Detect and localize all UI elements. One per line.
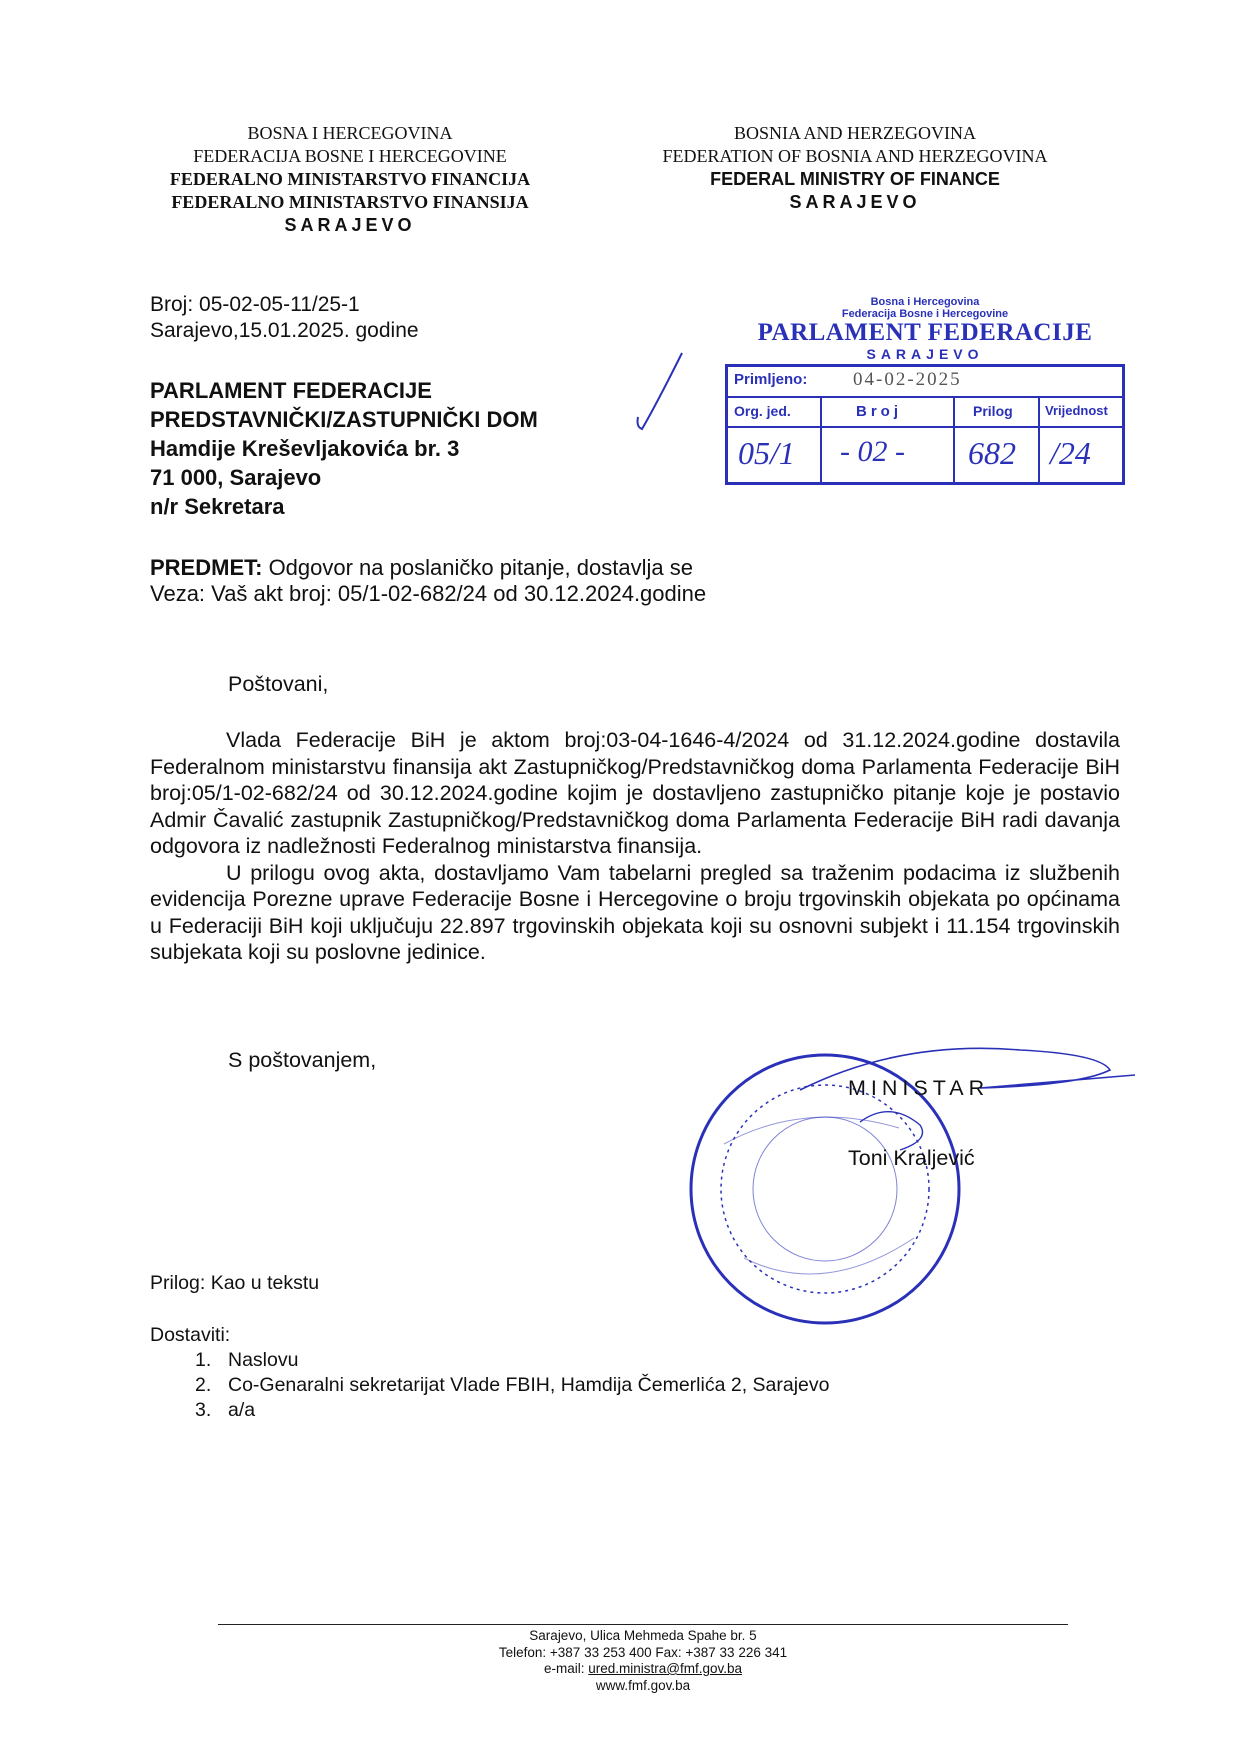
receipt-stamp	[725, 296, 1125, 485]
list-item-text: Naslovu	[228, 1349, 299, 1371]
list-item-number: 3.	[195, 1399, 212, 1421]
list-item	[195, 1373, 830, 1398]
stamp-col-broj: Broj	[856, 403, 902, 420]
footer-email-label: e-mail:	[543, 1661, 589, 1676]
subject-link: Veza: Vaš akt broj: 05/1-02-682/24 od 30.12.2024.godine	[150, 581, 707, 606]
footer	[343, 1628, 943, 1694]
closing: S poštovanjem,	[228, 1048, 377, 1072]
footer-website[interactable]: www.fmf.gov.ba	[595, 1677, 691, 1693]
footer-address: Sarajevo, Ulica Mehmeda Spahe br. 5	[529, 1628, 757, 1643]
header-right-ministry: FEDERAL MINISTRY OF FINANCE	[710, 169, 1000, 189]
distribution-list	[195, 1348, 830, 1423]
list-item	[195, 1398, 830, 1423]
recipient-block	[150, 376, 538, 521]
footer-divider	[218, 1624, 1068, 1625]
stamp-title: PARLAMENT FEDERACIJE	[757, 319, 1093, 346]
header-right-federation: FEDERATION OF BOSNIA AND HERZEGOVINA	[662, 146, 1048, 166]
paragraph-1: Vlada Federacije BiH je aktom broj:03-04-1646-4/2024 od 31.12.2024.godine dostavila Federalnom ministarstvu finansija akt Zastupničkog/Predstavničkog doma Parlamenta Federacije BiH broj:05/1-02-682/24 od 30.12.2024.godine kojim je dostavljeno zastupničko pitanje koje je postavio Admir Čavalić zastupnik Zastupničkog/Predstavničkog doma Parlamenta Federacije BiH radi davanja odgovora iz nadležnosti Federalnog ministarstva finansija.	[150, 728, 1120, 858]
stamp-val-prilog: 682	[968, 435, 1016, 471]
header-left-country: BOSNA I HERCEGOVINA	[247, 123, 453, 143]
stamp-city: SARAJEVO	[866, 346, 984, 362]
list-item-text: a/a	[228, 1399, 256, 1421]
header-right-city: SARAJEVO	[789, 192, 921, 212]
header-right-country: BOSNIA AND HERZEGOVINA	[734, 123, 976, 143]
list-item	[195, 1348, 830, 1373]
stamp-val-vrijednost: /24	[1050, 435, 1091, 471]
salutation: Poštovani,	[228, 672, 329, 696]
list-item-text: Co-Genaralni sekretarijat Vlade FBIH, Hamdija Čemerlića 2, Sarajevo	[228, 1374, 830, 1396]
stamp-val-broj: - 02 -	[840, 435, 905, 468]
stamp-received-label: Primljeno:	[734, 371, 808, 388]
header-right	[620, 122, 1090, 214]
reference-date: Sarajevo,15.01.2025. godine	[150, 319, 419, 342]
recipient-line-1: PARLAMENT FEDERACIJE	[150, 378, 432, 403]
reference-block	[150, 292, 419, 344]
subject-text: Odgovor na poslaničko pitanje, dostavlja se	[262, 555, 693, 580]
stamp-top-line-1: Bosna i Hercegovina	[870, 296, 980, 308]
list-item-number: 1.	[195, 1349, 212, 1371]
stamp-table	[725, 364, 1125, 485]
stamp-val-org: 05/1	[738, 435, 795, 471]
header-left-city: SARAJEVO	[284, 215, 416, 235]
attachment-note: Prilog: Kao u tekstu	[150, 1272, 320, 1294]
checkmark-icon	[630, 345, 690, 435]
footer-phone: Telefon: +387 33 253 400 Fax: +387 33 226 341	[498, 1644, 788, 1660]
stamp-col-vrijednost: Vrijednost	[1045, 403, 1108, 418]
signature-title: MINISTAR	[848, 1076, 990, 1100]
recipient-line-4: 71 000, Sarajevo	[150, 465, 322, 490]
paragraph-2: U prilogu ovog akta, dostavljamo Vam tabelarni pregled sa traženim podacima iz službenih evidencija Porezne uprave Federacije Bosne i Hercegovine o broju trgovinskih objekata po općinama u Federaciji BiH koji uključuju 22.897 trgovinskih objekata koji su osnovni subjekt i 11.154 trgovinskih subjekata koji su poslovne jedinice.	[150, 860, 1120, 964]
recipient-line-2: PREDSTAVNIČKI/ZASTUPNIČKI DOM	[150, 407, 538, 432]
footer-email-link[interactable]: ured.ministra@fmf.gov.ba	[588, 1661, 743, 1676]
list-item-number: 2.	[195, 1374, 212, 1396]
header-left-ministry-bs: FEDERALNO MINISTARSTVO FINANSIJA	[171, 192, 529, 212]
recipient-line-5: n/r Sekretara	[150, 494, 285, 519]
stamp-received-date: 04-02-2025	[853, 369, 962, 390]
letter-body	[150, 727, 1120, 966]
signature-name: Toni Kraljević	[848, 1146, 975, 1170]
stamp-col-org: Org. jed.	[734, 403, 791, 419]
header-left-federation: FEDERACIJA BOSNE I HERCEGOVINE	[193, 146, 507, 166]
distribution-label: Dostaviti:	[150, 1324, 231, 1346]
distribution-block	[150, 1322, 830, 1423]
stamp-col-prilog: Prilog	[973, 403, 1013, 419]
stamp-top-line-2: Federacija Bosne i Hercegovine	[841, 308, 1009, 320]
recipient-line-3: Hamdije Kreševljakovića br. 3	[150, 436, 460, 461]
subject-label: PREDMET:	[150, 555, 263, 580]
header-left-ministry-hr: FEDERALNO MINISTARSTVO FINANCIJA	[169, 169, 531, 189]
reference-number: Broj: 05-02-05-11/25-1	[150, 293, 360, 316]
subject-block	[150, 555, 706, 607]
header-left	[130, 122, 570, 237]
signature-block	[848, 1075, 989, 1171]
